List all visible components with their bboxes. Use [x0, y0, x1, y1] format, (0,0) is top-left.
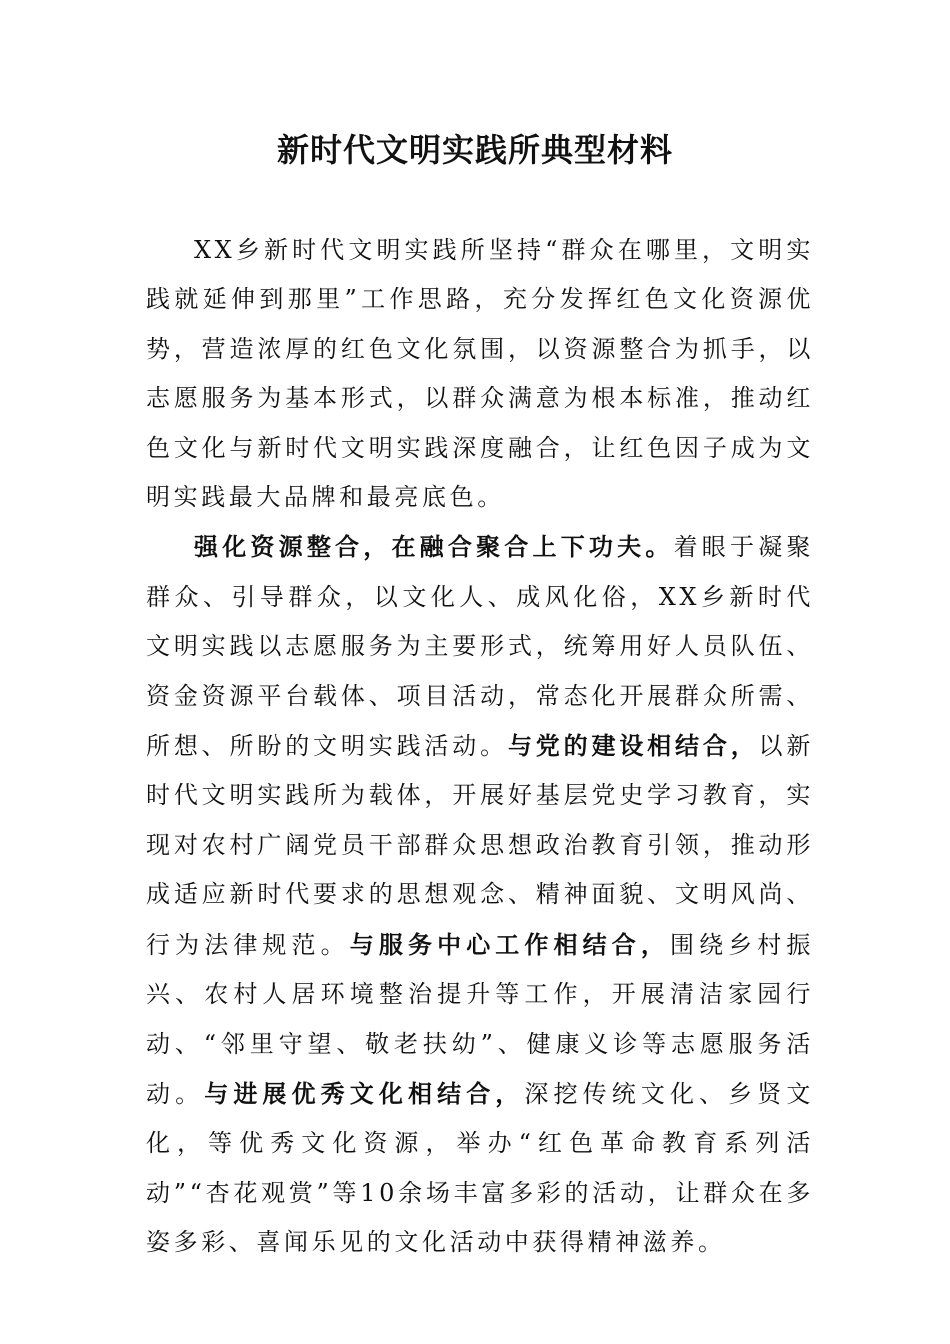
- text-run: 以新时代文明实践所为载体，开展好基层党史学习教育，实现对农村广阔党员干部群众思想政治教育引领，推动形成适应新时代要求的思想观念、精神面貌、文明风尚、行为法律规范。: [146, 732, 814, 959]
- text-run: 着眼于凝聚群众、引导群众，以文化人、成风化俗，XX乡新时代文明实践以志愿服务为主要形式，统筹用好人员队伍、资金资源平台载体、项目活动，常态化开展群众所需、所想、所盼的文明实践活动。: [146, 533, 814, 761]
- subheading-central-work: 与服务中心工作相结合，: [349, 929, 670, 959]
- text-run: 围绕乡村振兴、农村人居环境整治提升等工作，开展清洁家园行动、“邻里守望、敬老扶幼”、健康义诊等志愿服务活动。: [146, 930, 815, 1108]
- text-run: 深挖传统文化、乡贤文化，等优秀文化资源，举办“红色革命教育系列活动”“杏花观赏”等10余场丰富多彩的活动，让群众在多姿多彩、喜闻乐见的文化活动中获得精神滋养。: [146, 1079, 814, 1257]
- paragraph-resource-integration: [146, 522, 814, 1267]
- section-heading: 强化资源整合，在融合聚合上下功夫。: [194, 532, 674, 562]
- paragraph-intro: [146, 226, 814, 522]
- subheading-excellent-culture: 与进展优秀文化相结合，: [204, 1078, 525, 1108]
- text-run: XX乡新时代文明实践所坚持“群众在哪里，文明实践就延伸到那里”工作思路，充分发挥红色文化资源优势，营造浓厚的红色文化氛围，以资源整合为抓手，以志愿服务为基本形式，以群众满意为根本标准，推动红色文化与新时代文明实践深度融合，让红色因子成为文明实践最大品牌和最亮底色。: [146, 236, 814, 512]
- document-title: 新时代文明实践所典型材料: [276, 131, 673, 169]
- subheading-party-building: 与党的建设相结合，: [507, 731, 759, 761]
- document-body: [146, 226, 814, 1268]
